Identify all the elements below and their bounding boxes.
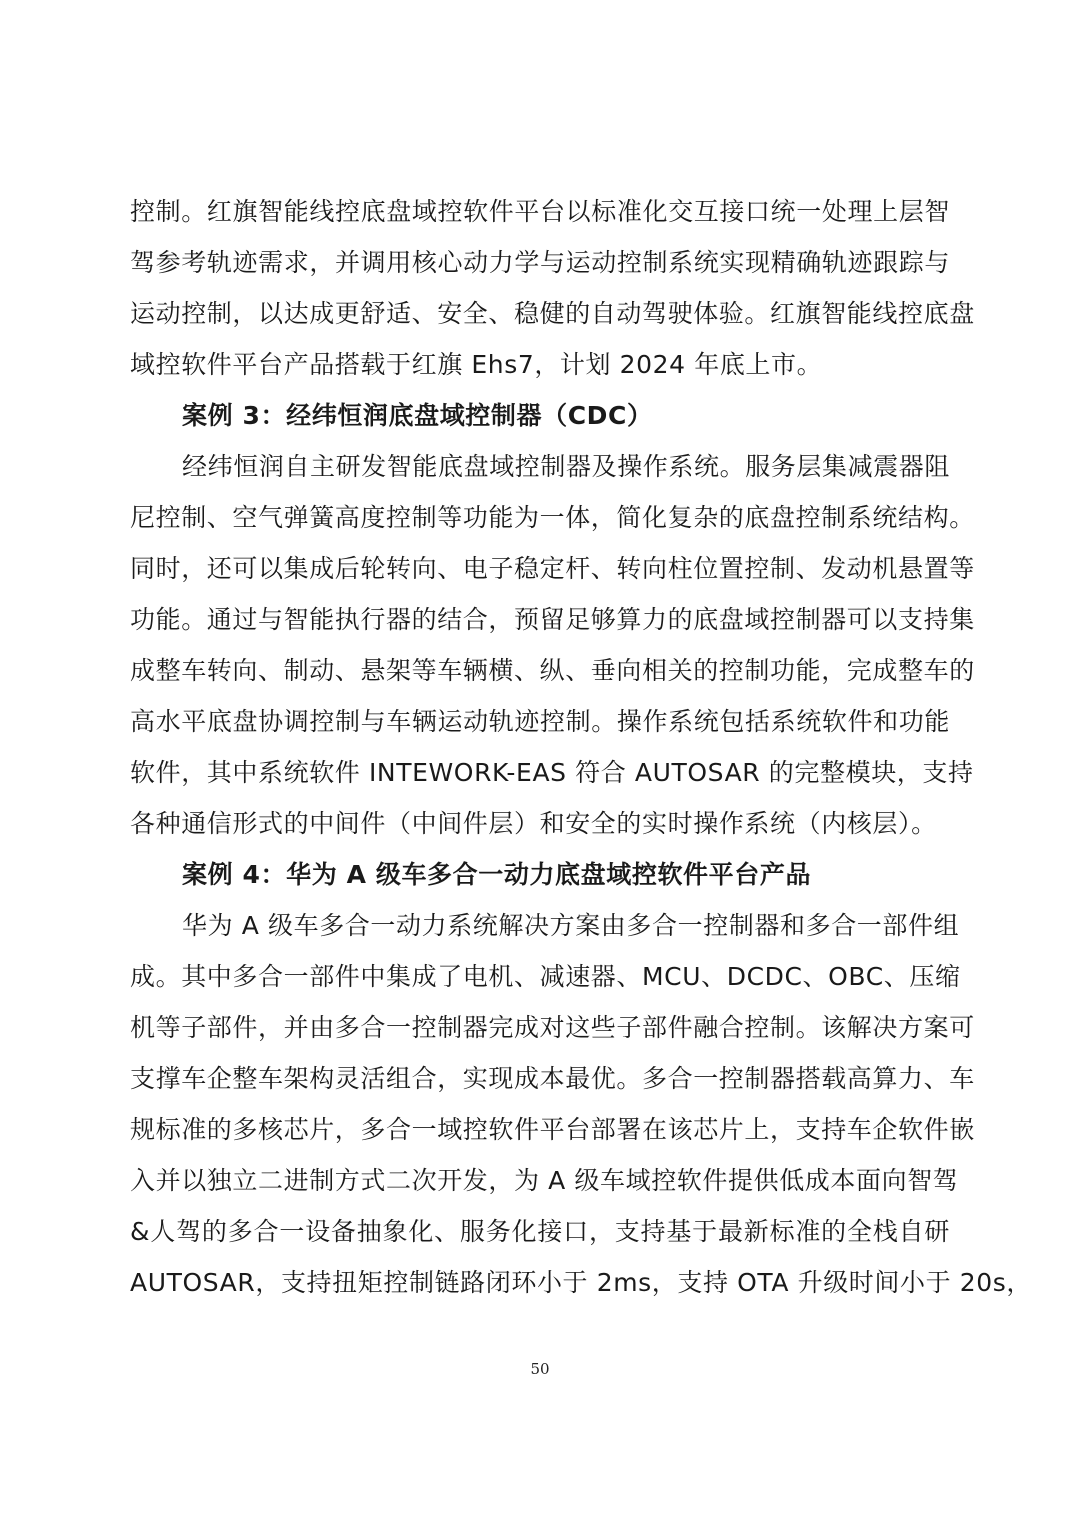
paragraph-line: 运动控制，以达成更舒适、安全、稳健的自动驾驶体验。红旗智能线控底盘 xyxy=(130,299,975,328)
page-number: 50 xyxy=(530,1360,550,1378)
paragraph-line: 驾参考轨迹需求，并调用核心动力学与运动控制系统实现精确轨迹跟踪与 xyxy=(130,248,950,277)
paragraph-line: 机等子部件，并由多合一控制器完成对这些子部件融合控制。该解决方案可 xyxy=(130,1013,975,1042)
paragraph-line: 功能。通过与智能执行器的结合，预留足够算力的底盘域控制器可以支持集 xyxy=(130,605,975,634)
paragraph-line: 软件，其中系统软件 INTEWORK-EAS 符合 AUTOSAR 的完整模块，支持 xyxy=(130,758,974,787)
paragraph-line: 规标准的多核芯片，多合一域控软件平台部署在该芯片上，支持车企软件嵌 xyxy=(130,1115,975,1144)
paragraph-line: &人驾的多合一设备抽象化、服务化接口，支持基于最新标准的全栈自研 xyxy=(130,1217,950,1246)
case-3-heading: 案例 3：经纬恒润底盘域控制器（CDC） xyxy=(182,401,653,430)
body-text xyxy=(130,186,1032,1308)
paragraph-line: 成整车转向、制动、悬架等车辆横、纵、垂向相关的控制功能，完成整车的 xyxy=(130,656,975,685)
paragraph-line: 尼控制、空气弹簧高度控制等功能为一体，简化复杂的底盘控制系统结构。 xyxy=(130,503,975,532)
paragraph-line: 同时，还可以集成后轮转向、电子稳定杆、转向柱位置控制、发动机悬置等 xyxy=(130,554,975,583)
paragraph-line: 域控软件平台产品搭载于红旗 Ehs7，计划 2024 年底上市。 xyxy=(130,350,823,379)
case-4-heading: 案例 4：华为 A 级车多合一动力底盘域控软件平台产品 xyxy=(182,860,812,889)
paragraph-line: 各种通信形式的中间件（中间件层）和安全的实时操作系统（内核层）。 xyxy=(130,809,937,838)
paragraph-line: 高水平底盘协调控制与车辆运动轨迹控制。操作系统包括系统软件和功能 xyxy=(130,707,950,736)
paragraph-line: 控制。红旗智能线控底盘域控软件平台以标准化交互接口统一处理上层智 xyxy=(130,197,950,226)
paragraph-line: AUTOSAR，支持扭矩控制链路闭环小于 2ms，支持 OTA 升级时间小于 20s， xyxy=(130,1268,1032,1297)
paragraph-line: 入并以独立二进制方式二次开发，为 A 级车域控软件提供低成本面向智驾 xyxy=(130,1166,959,1195)
paragraph-line: 华为 A 级车多合一动力系统解决方案由多合一控制器和多合一部件组 xyxy=(182,911,960,940)
paragraph-line: 经纬恒润自主研发智能底盘域控制器及操作系统。服务层集减震器阻 xyxy=(182,452,951,481)
paragraph-line: 支撑车企整车架构灵活组合，实现成本最优。多合一控制器搭载高算力、车 xyxy=(130,1064,975,1093)
paragraph-line: 成。其中多合一部件中集成了电机、减速器、MCU、DCDC、OBC、压缩 xyxy=(130,962,961,991)
